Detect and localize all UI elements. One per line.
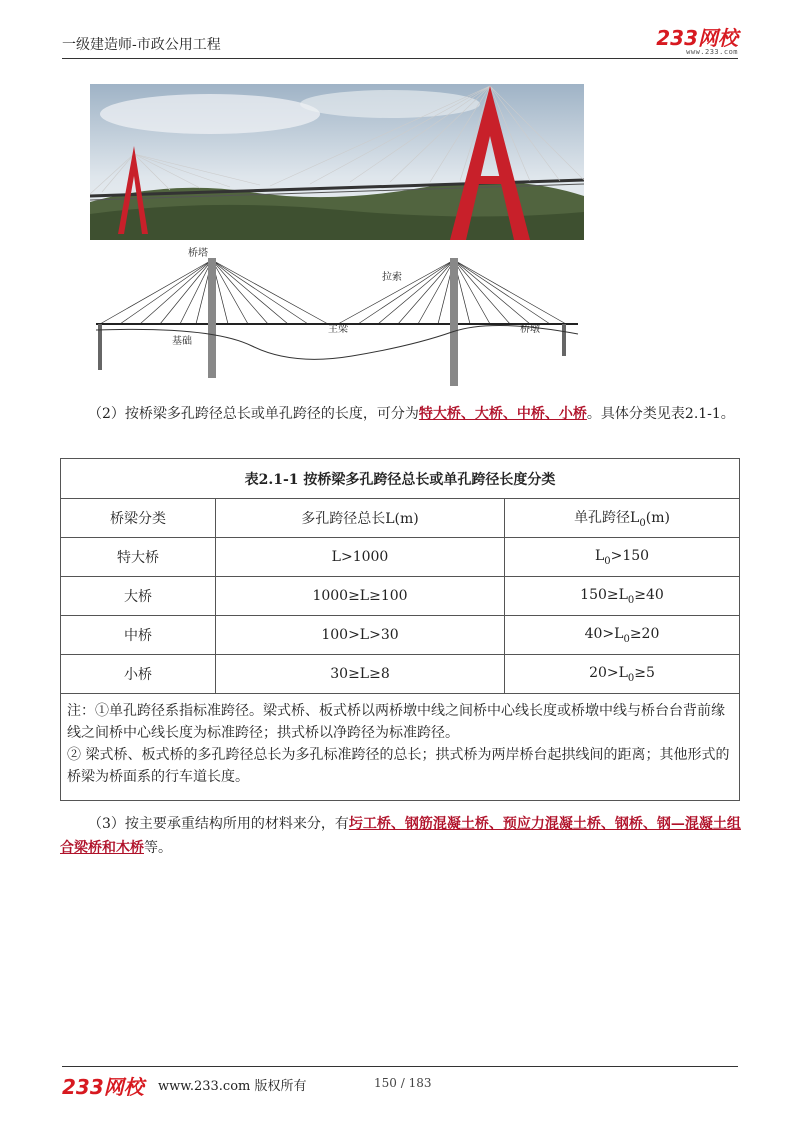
paragraph-3 bbox=[60, 812, 742, 860]
para3-text2: 等。 bbox=[144, 840, 172, 856]
table-row bbox=[61, 577, 740, 616]
table-row bbox=[61, 655, 740, 694]
page-number: 150 / 183 bbox=[374, 1076, 432, 1090]
row-name: 中桥 bbox=[61, 616, 216, 655]
label-foundation: 基础 bbox=[172, 336, 192, 347]
note-1: 注：①单孔跨径系指标准跨径。梁式桥、板式桥以两桥墩中线之间桥中心线长度或桥墩中线与桥台台背前缘线之间桥中心线长度为标准跨径；拱式桥以净跨径为标准跨径。 bbox=[67, 703, 725, 741]
row-single: $40>L_0\ge 20$ bbox=[505, 616, 740, 655]
bridge-diagram bbox=[92, 246, 582, 388]
row-name: 小桥 bbox=[61, 655, 216, 694]
label-cable: 拉索 bbox=[382, 272, 402, 283]
row-name: 特大桥 bbox=[61, 538, 216, 577]
para2-text1: （2）按桥梁多孔跨径总长或单孔跨径的长度，可分为 bbox=[88, 406, 419, 422]
table-caption: 表2.1-1 按桥梁多孔跨径总长或单孔跨径长度分类 bbox=[61, 459, 740, 499]
row-total: L>1000 bbox=[216, 538, 505, 577]
row-single: $150\ge L_0\ge 40$ bbox=[505, 577, 740, 616]
classification-table bbox=[60, 458, 740, 801]
para2-highlight: 特大桥、大桥、中桥、小桥 bbox=[418, 406, 587, 422]
row-single: $L_0>150$ bbox=[505, 538, 740, 577]
bridge-photo bbox=[90, 84, 584, 240]
logo-url: www.233.com bbox=[686, 48, 738, 56]
para3-text1: （3）按主要承重结构所用的材料来分，有 bbox=[88, 816, 349, 832]
note-2: ② 梁式桥、板式桥的多孔跨径总长为多孔标准跨径的总长；拱式桥为两岸桥台起拱线间的距离；其他形式的桥梁为桥面系的行车道长度。 bbox=[67, 747, 730, 785]
header-logo bbox=[656, 28, 738, 56]
paragraph-2 bbox=[60, 402, 742, 426]
label-pier: 桥墩 bbox=[520, 324, 540, 335]
header-category: 桥梁分类 bbox=[61, 499, 216, 538]
row-total: 1000≥L≥100 bbox=[216, 577, 505, 616]
header-title: 一级建造师-市政公用工程 bbox=[62, 37, 221, 53]
page-header bbox=[62, 28, 738, 59]
row-total: 100>L>30 bbox=[216, 616, 505, 655]
para3-highlight: 圬工桥、钢筋混凝土桥、预应力混凝土桥、钢桥、钢—混凝土组合梁桥和木桥 bbox=[60, 816, 741, 856]
footer-site: www.233.com 版权所有 bbox=[158, 1079, 307, 1094]
table-note bbox=[61, 694, 740, 801]
para2-text2: 。具体分类见表2.1-1。 bbox=[586, 406, 735, 422]
page-footer bbox=[62, 1066, 738, 1099]
label-tower: 桥塔 bbox=[188, 248, 208, 259]
header-single-span: 单孔跨径$L_0(m)$ bbox=[505, 499, 740, 538]
header-total-span: 多孔跨径总长L(m) bbox=[216, 499, 505, 538]
label-girder: 主梁 bbox=[328, 324, 348, 335]
logo-text: 233网校 bbox=[656, 26, 738, 50]
footer-logo: 233网校 bbox=[62, 1075, 144, 1099]
table-row bbox=[61, 538, 740, 577]
table-row bbox=[61, 616, 740, 655]
row-total: 30≥L≥8 bbox=[216, 655, 505, 694]
row-single: $20>L_0\ge 5$ bbox=[505, 655, 740, 694]
row-name: 大桥 bbox=[61, 577, 216, 616]
